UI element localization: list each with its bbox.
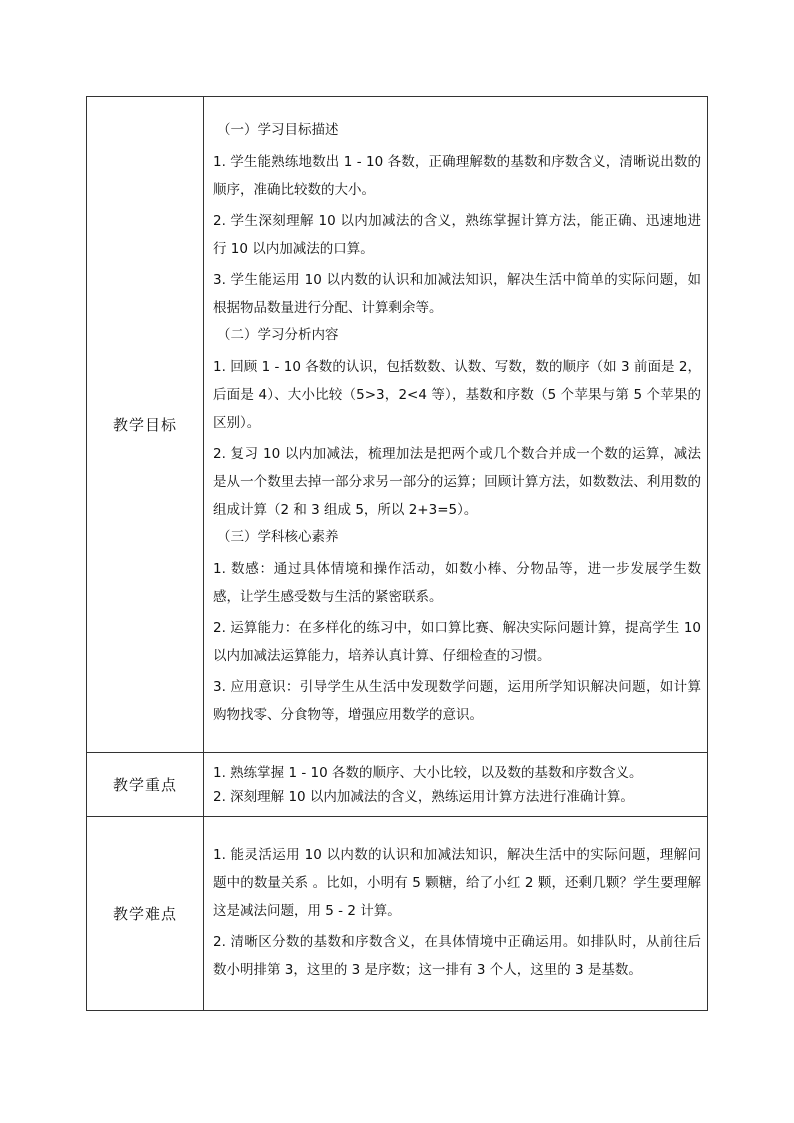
teaching-difficulties-content [204,817,708,1011]
teaching-key-points-row [87,753,708,817]
difficulty-2: 2. 清晰区分数的基数和序数含义，在具体情境中正确运用。如排队时，从前往后数小明排第 3，这里的 3 是序数；这一排有 3 个人，这里的 3 是基数。 [213,933,701,978]
key-point-2: 2. 深刻理解 10 以内加减法的含义，熟练运用计算方法进行准确计算。 [213,788,634,805]
section-heading-content-analysis: （二）学习分析内容 [217,326,339,343]
analysis-item-2: 2. 复习 10 以内加减法，梳理加法是把两个或几个数合并成一个数的运算，减法是从一个数里去掉一部分求另一部分的运算；回顾计算方法，如数数法、利用数的组成计算（2 和 3 组成 5，所以 2+3=5）。 [213,445,701,518]
teaching-key-points-content [204,753,708,817]
teaching-goals-row [87,97,708,753]
teaching-goals-content [204,97,708,753]
analysis-item-1: 1. 回顾 1 - 10 各数的认识，包括数数、认数、写数，数的顺序（如 3 前面是 2，后面是 4）、大小比较（5>3，2<4 等），基数和序数（5 个苹果与第 5 个苹果的区别）。 [213,358,701,431]
section-heading-learning-goals: （一）学习目标描述 [217,121,339,138]
literacy-item-3: 3. 应用意识：引导学生从生活中发现数学问题，运用所学知识解决问题，如计算购物找零、分食物等，增强应用数学的意识。 [213,678,701,723]
section-heading-core-literacy: （三）学科核心素养 [217,528,339,545]
teaching-difficulties-label: 教学难点 [87,817,204,1011]
goal-item-3: 3. 学生能运用 10 以内数的认识和加减法知识，解决生活中简单的实际问题，如根据物品数量进行分配、计算剩余等。 [213,271,701,316]
goal-item-1: 1. 学生能熟练地数出 1 - 10 各数，正确理解数的基数和序数含义，清晰说出数的顺序，准确比较数的大小。 [213,153,701,198]
lesson-plan-table [86,96,708,1011]
goal-item-2: 2. 学生深刻理解 10 以内加减法的含义，熟练掌握计算方法，能正确、迅速地进行 10 以内加减法的口算。 [213,212,701,257]
teaching-goals-label: 教学目标 [87,97,204,753]
key-point-1: 1. 熟练掌握 1 - 10 各数的顺序、大小比较，以及数的基数和序数含义。 [213,764,643,781]
teaching-key-points-label: 教学重点 [87,753,204,817]
teaching-difficulties-row [87,817,708,1011]
literacy-item-2: 2. 运算能力：在多样化的练习中，如口算比赛、解决实际问题计算，提高学生 10 以内加减法运算能力，培养认真计算、仔细检查的习惯。 [213,619,701,664]
literacy-item-1: 1. 数感：通过具体情境和操作活动，如数小棒、分物品等，进一步发展学生数感，让学生感受数与生活的紧密联系。 [213,560,701,605]
difficulty-1: 1. 能灵活运用 10 以内数的认识和加减法知识，解决生活中的实际问题，理解问题中的数量关系 。比如，小明有 5 颗糖，给了小红 2 颗，还剩几颗？学生要理解这是减法问题，用 5 - 2 计算。 [213,846,701,919]
